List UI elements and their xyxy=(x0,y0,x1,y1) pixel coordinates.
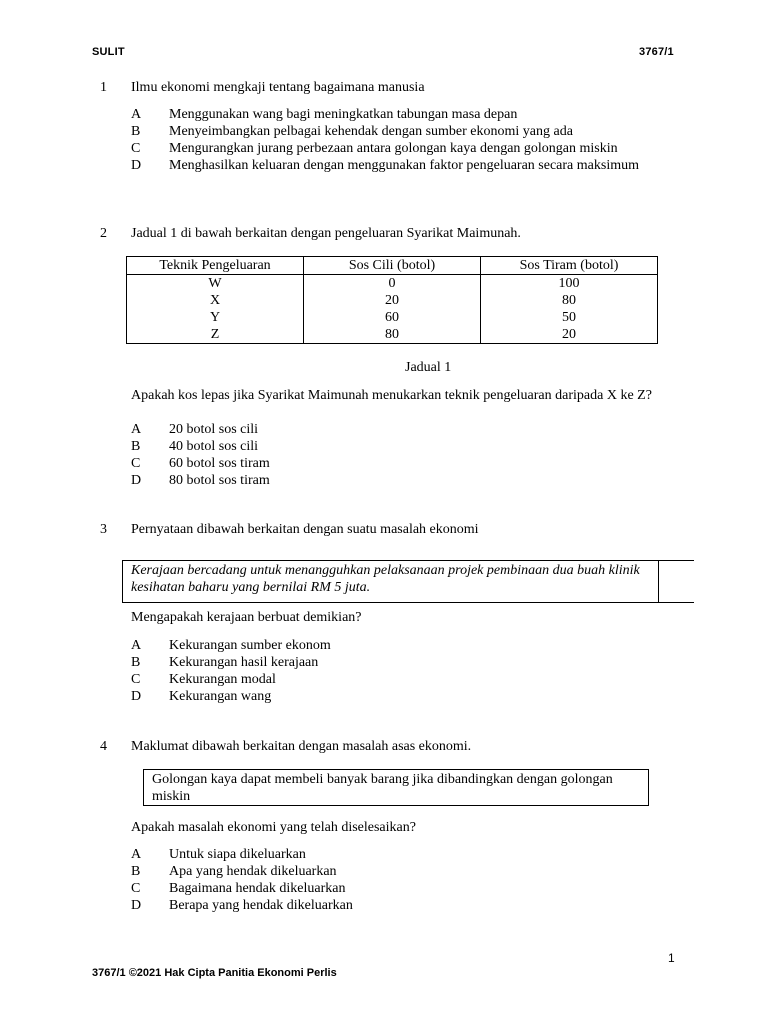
table-row xyxy=(127,326,658,344)
table-row xyxy=(127,275,658,293)
question-prompt: Apakah kos lepas jika Syarikat Maimunah menukarkan teknik pengeluaran daripada X ke Z? xyxy=(131,388,652,403)
information-box xyxy=(143,769,649,806)
option-letter: A xyxy=(131,638,142,653)
header-paper-code: 3767/1 xyxy=(639,46,674,58)
table-cell: Z xyxy=(127,326,304,344)
option-letter: A xyxy=(131,847,142,862)
option-text: Kekurangan modal xyxy=(169,672,276,687)
question-text: Jadual 1 di bawah berkaitan dengan pengeluaran Syarikat Maimunah. xyxy=(131,226,521,241)
option-letter: C xyxy=(131,672,141,687)
option-text: 80 botol sos tiram xyxy=(169,473,270,488)
question-prompt: Apakah masalah ekonomi yang telah diselesaikan? xyxy=(131,820,416,835)
production-table xyxy=(126,256,658,344)
question-number: 2 xyxy=(100,226,107,241)
option-text: Apa yang hendak dikeluarkan xyxy=(169,864,337,879)
question-text: Ilmu ekonomi mengkaji tentang bagaimana manusia xyxy=(131,80,425,95)
table-header-cell: Sos Tiram (botol) xyxy=(481,257,658,275)
statement-text: Kerajaan bercadang untuk menangguhkan pelaksanaan projek pembinaan dua buah klinik kesihatan baharu yang bernilai RM 5 juta. xyxy=(131,563,640,595)
option-letter: D xyxy=(131,898,142,913)
option-text: 20 botol sos cili xyxy=(169,422,259,437)
option-letter: A xyxy=(131,422,142,437)
option-letter: A xyxy=(131,107,142,122)
statement-box xyxy=(122,560,694,603)
option-text: Menghasilkan keluaran dengan menggunakan faktor pengeluaran secara maksimum xyxy=(169,158,639,173)
option-letter: C xyxy=(131,141,141,156)
option-text: Kekurangan sumber ekonom xyxy=(169,638,331,653)
question-number: 1 xyxy=(100,80,107,95)
table-row xyxy=(127,309,658,326)
header-sulit: SULIT xyxy=(92,46,125,58)
option-letter: C xyxy=(131,456,141,471)
question-text: Maklumat dibawah berkaitan dengan masalah asas ekonomi. xyxy=(131,739,472,754)
table-cell: 60 xyxy=(304,309,481,326)
question-prompt: Mengapakah kerajaan berbuat demikian? xyxy=(131,610,362,625)
table-row xyxy=(127,292,658,309)
option-text: Berapa yang hendak dikeluarkan xyxy=(169,898,353,913)
question-number: 3 xyxy=(100,522,107,537)
table-caption: Jadual 1 xyxy=(405,360,452,375)
table-cell: 50 xyxy=(481,309,658,326)
option-letter: D xyxy=(131,473,142,488)
table-cell: 100 xyxy=(481,275,658,293)
question-text: Pernyataan dibawah berkaitan dengan suatu masalah ekonomi xyxy=(131,522,479,537)
table-cell: 20 xyxy=(481,326,658,344)
option-letter: C xyxy=(131,881,141,896)
option-text: Bagaimana hendak dikeluarkan xyxy=(169,881,346,896)
table-cell: 0 xyxy=(304,275,481,293)
table-header-cell: Sos Cili (botol) xyxy=(304,257,481,275)
option-letter: B xyxy=(131,124,141,139)
table-cell: 80 xyxy=(304,326,481,344)
option-text: Menyeimbangkan pelbagai kehendak dengan sumber ekonomi yang ada xyxy=(169,124,573,139)
option-text: 60 botol sos tiram xyxy=(169,456,270,471)
question-number: 4 xyxy=(100,739,107,754)
table-cell: Y xyxy=(127,309,304,326)
option-text: Kekurangan wang xyxy=(169,689,272,704)
option-letter: B xyxy=(131,439,141,454)
information-text: Golongan kaya dapat membeli banyak barang jika dibandingkan dengan golongan miskin xyxy=(152,772,613,804)
table-cell: X xyxy=(127,292,304,309)
table-cell: W xyxy=(127,275,304,293)
option-text: Menggunakan wang bagi meningkatkan tabungan masa depan xyxy=(169,107,518,122)
page-number: 1 xyxy=(668,951,675,965)
table-cell: 80 xyxy=(481,292,658,309)
option-letter: B xyxy=(131,864,141,879)
table-header-row xyxy=(127,257,658,275)
table-cell: 20 xyxy=(304,292,481,309)
option-letter: D xyxy=(131,158,142,173)
option-letter: D xyxy=(131,689,142,704)
option-text: Kekurangan hasil kerajaan xyxy=(169,655,319,670)
option-text: Untuk siapa dikeluarkan xyxy=(169,847,306,862)
option-text: 40 botol sos cili xyxy=(169,439,259,454)
option-text: Mengurangkan jurang perbezaan antara golongan kaya dengan golongan miskin xyxy=(169,141,618,156)
option-letter: B xyxy=(131,655,141,670)
table-header-cell: Teknik Pengeluaran xyxy=(127,257,304,275)
footer-copyright: 3767/1 ©2021 Hak Cipta Panitia Ekonomi Perlis xyxy=(92,967,337,979)
statement-box-cell xyxy=(122,561,659,602)
